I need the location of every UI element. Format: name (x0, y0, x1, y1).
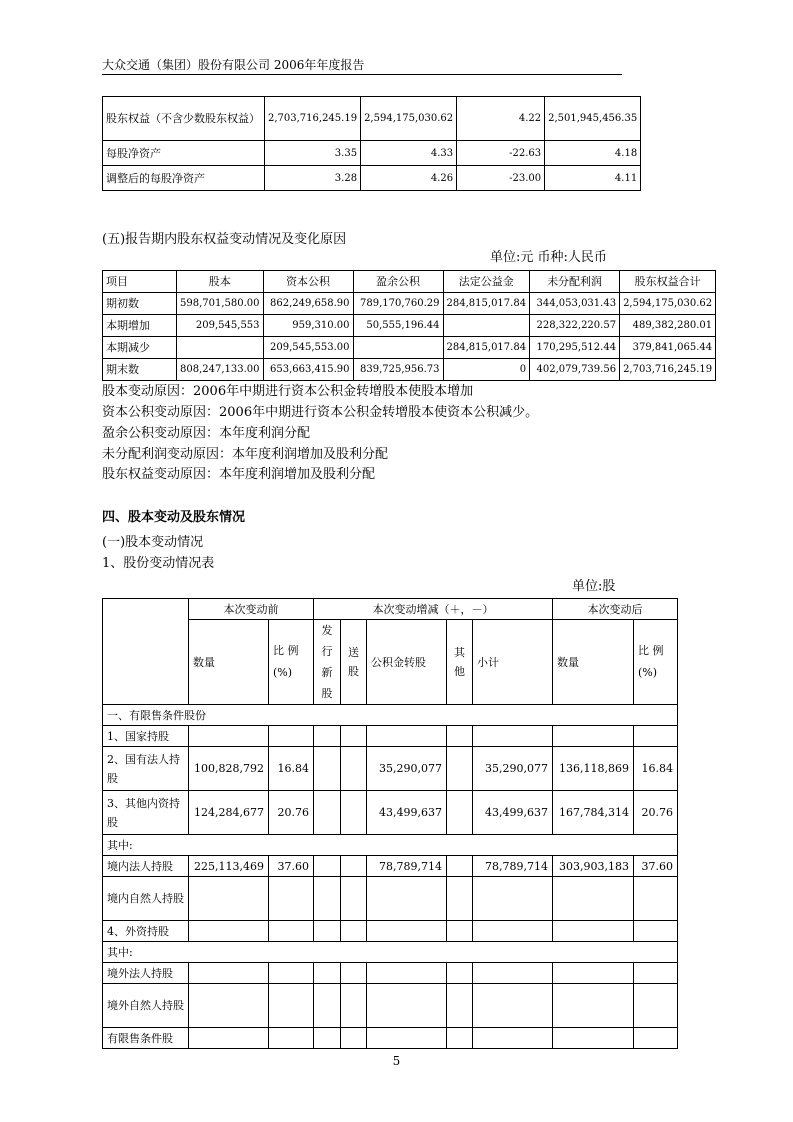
table-row (103, 835, 678, 856)
row-label: 1、国家持股 (103, 726, 189, 747)
cell (314, 1028, 341, 1049)
cell: 43,499,637 (473, 791, 553, 835)
col-header: 数量 (189, 620, 269, 705)
col-header: 股本 (177, 271, 264, 293)
row-label: 调整后的每股净资产 (103, 166, 265, 191)
table-row (103, 877, 678, 921)
cell (269, 921, 314, 942)
cell: 379,841,065.44 (620, 337, 716, 359)
col-header: 比 例 (%) (634, 620, 678, 705)
row-label: 本期减少 (103, 337, 177, 359)
cell: 43,499,637 (367, 791, 447, 835)
table-row (103, 963, 678, 984)
reason-capital-reserve: 资本公积变动原因：2006年中期进行资本公积金转增股本使资本公积减少。 (102, 405, 539, 420)
row-label: 境外法人持股 (103, 963, 189, 984)
group-header-change: 本次变动增减（＋，－） (314, 599, 553, 620)
cell: 35,290,077 (473, 747, 553, 791)
cell (341, 726, 367, 747)
cell (447, 726, 473, 747)
cell: 16.84 (269, 747, 314, 791)
row-label: 期末数 (103, 359, 177, 381)
cell: 35,290,077 (367, 747, 447, 791)
cell (269, 984, 314, 1028)
cell: 4.22 (457, 97, 545, 141)
cell: 78,789,714 (473, 856, 553, 877)
col-header: 项目 (103, 271, 177, 293)
col-header: 数量 (553, 620, 634, 705)
cell (553, 921, 634, 942)
cell: 209,545,553.00 (263, 337, 353, 359)
cell (367, 877, 447, 921)
section4-subtitle: (一)股本变动情况 (102, 535, 204, 550)
cell: 653,663,415.90 (263, 359, 353, 381)
cell (177, 337, 264, 359)
cell (447, 791, 473, 835)
cell: 4.33 (361, 141, 457, 166)
col-header: 盈余公积 (353, 271, 443, 293)
cell (269, 877, 314, 921)
header-divider (102, 74, 622, 75)
row-label: 每股净资产 (103, 141, 265, 166)
cell (341, 963, 367, 984)
cell: 50,555,196.44 (353, 315, 443, 337)
table-row (103, 337, 716, 359)
cell: 402,079,739.56 (530, 359, 620, 381)
cell: 209,545,553 (177, 315, 264, 337)
cell (189, 726, 269, 747)
cell: 0 (443, 359, 530, 381)
cell: 37.60 (634, 856, 678, 877)
cell (189, 921, 269, 942)
cell (269, 726, 314, 747)
cell: 124,284,677 (189, 791, 269, 835)
cell: 344,053,031.43 (530, 293, 620, 315)
col-header: 比 例 (%) (269, 620, 314, 705)
row-label: 4、外资持股 (103, 921, 189, 942)
table-header-row (103, 599, 678, 620)
col-header: 其他 (447, 620, 473, 705)
cell (341, 921, 367, 942)
equity-summary-table (102, 96, 641, 191)
cell (314, 726, 341, 747)
row-label: 一、有限售条件股份 (103, 705, 678, 726)
cell (341, 877, 367, 921)
table-row (103, 791, 678, 835)
col-header: 法定公益金 (443, 271, 530, 293)
cell: 303,903,183 (553, 856, 634, 877)
cell (553, 877, 634, 921)
group-header-after: 本次变动后 (553, 599, 678, 620)
cell: 170,295,512.44 (530, 337, 620, 359)
col-header: 发行新股 (314, 620, 341, 705)
cell: 808,247,133.00 (177, 359, 264, 381)
cell (553, 963, 634, 984)
cell (367, 921, 447, 942)
share-change-table-title: 1、股份变动情况表 (102, 556, 215, 571)
cell: 2,594,175,030.62 (620, 293, 716, 315)
reason-share-capital: 股本变动原因：2006年中期进行资本公积金转增股本使股本增加 (102, 384, 474, 399)
col-header: 小计 (473, 620, 553, 705)
table-row (103, 1028, 678, 1049)
cell: 2,501,945,456.35 (545, 97, 641, 141)
cell: 284,815,017.84 (443, 337, 530, 359)
row-label: 境外自然人持股 (103, 984, 189, 1028)
cell: 839,725,956.73 (353, 359, 443, 381)
reason-retained-profit: 未分配利润变动原因：本年度利润增加及股利分配 (102, 447, 389, 462)
table-row (103, 705, 678, 726)
cell (553, 1028, 634, 1049)
cell: 4.11 (545, 166, 641, 191)
cell: 136,118,869 (553, 747, 634, 791)
cell: 284,815,017.84 (443, 293, 530, 315)
row-label: 境内自然人持股 (103, 877, 189, 921)
row-label: 股东权益（不含少数股东权益） (103, 97, 265, 141)
cell: 2,703,716,245.19 (620, 359, 716, 381)
cell (473, 726, 553, 747)
cell (634, 984, 678, 1028)
cell (473, 984, 553, 1028)
cell (314, 963, 341, 984)
cell (189, 984, 269, 1028)
cell: 789,170,760.29 (353, 293, 443, 315)
cell (447, 747, 473, 791)
col-header: 公积金转股 (367, 620, 447, 705)
cell (269, 963, 314, 984)
cell (367, 984, 447, 1028)
cell (634, 877, 678, 921)
section5-title: (五)报告期内股东权益变动情况及变化原因 (102, 232, 347, 247)
cell: 3.35 (265, 141, 361, 166)
row-label: 境内法人持股 (103, 856, 189, 877)
row-label: 本期增加 (103, 315, 177, 337)
group-header-before: 本次变动前 (189, 599, 314, 620)
cell (367, 1028, 447, 1049)
share-change-body (103, 705, 678, 1049)
cell: 862,249,658.90 (263, 293, 353, 315)
row-label: 其中: (103, 835, 678, 856)
report-header: 大众交通（集团）股份有限公司 2006年年度报告 (102, 58, 365, 72)
cell (189, 877, 269, 921)
table-header-row (103, 271, 716, 293)
cell (353, 337, 443, 359)
cell: 3.28 (265, 166, 361, 191)
cell (553, 984, 634, 1028)
equity-change-table (102, 270, 716, 381)
col-header: 送股 (341, 620, 367, 705)
cell (314, 984, 341, 1028)
col-header: 未分配利润 (530, 271, 620, 293)
row-label: 有限售条件股 (103, 1028, 189, 1049)
cell (314, 877, 341, 921)
row-label: 期初数 (103, 293, 177, 315)
row-label: 2、国有法人持股 (103, 747, 189, 791)
cell (634, 921, 678, 942)
cell: 20.76 (269, 791, 314, 835)
cell (341, 747, 367, 791)
cell: 100,828,792 (189, 747, 269, 791)
share-unit: 单位:股 (572, 579, 616, 594)
cell (447, 1028, 473, 1049)
cell (314, 747, 341, 791)
table-row (103, 856, 678, 877)
cell: 228,322,220.57 (530, 315, 620, 337)
table-row (103, 984, 678, 1028)
corner-cell (103, 599, 189, 705)
table-header-row (103, 620, 678, 705)
cell: 598,701,580.00 (177, 293, 264, 315)
table-row (103, 921, 678, 942)
cell: 4.26 (361, 166, 457, 191)
table-row (103, 747, 678, 791)
cell (447, 963, 473, 984)
cell (473, 921, 553, 942)
table-row (103, 97, 641, 141)
cell: 20.76 (634, 791, 678, 835)
cell (269, 1028, 314, 1049)
table-row (103, 359, 716, 381)
cell (341, 1028, 367, 1049)
cell (634, 726, 678, 747)
cell (443, 315, 530, 337)
cell (447, 921, 473, 942)
cell (447, 984, 473, 1028)
share-change-table (102, 598, 678, 1049)
cell: -23.00 (457, 166, 545, 191)
reason-surplus-reserve: 盈余公积变动原因：本年度利润分配 (102, 426, 311, 441)
cell: 2,594,175,030.62 (361, 97, 457, 141)
cell: 37.60 (269, 856, 314, 877)
cell (473, 877, 553, 921)
table-row (103, 726, 678, 747)
cell: 959,310.00 (263, 315, 353, 337)
cell (447, 877, 473, 921)
cell (189, 963, 269, 984)
cell (473, 963, 553, 984)
cell (314, 791, 341, 835)
row-label: 3、其他内资持股 (103, 791, 189, 835)
cell: 489,382,280.01 (620, 315, 716, 337)
cell (447, 856, 473, 877)
cell (314, 921, 341, 942)
cell (634, 963, 678, 984)
table-row (103, 141, 641, 166)
cell (341, 856, 367, 877)
table-row (103, 942, 678, 963)
cell (341, 984, 367, 1028)
cell (367, 963, 447, 984)
page-number: 5 (392, 1054, 401, 1068)
cell: 16.84 (634, 747, 678, 791)
table-row (103, 166, 641, 191)
section5-unit: 单位:元 币种:人民币 (490, 250, 607, 265)
cell (341, 791, 367, 835)
table-row (103, 315, 716, 337)
cell: 2,703,716,245.19 (265, 97, 361, 141)
cell: 167,784,314 (553, 791, 634, 835)
reason-equity: 股东权益变动原因：本年度利润增加及股利分配 (102, 467, 376, 482)
cell (553, 726, 634, 747)
section4-title: 四、股本变动及股东情况 (102, 510, 246, 525)
col-header: 股东权益合计 (620, 271, 716, 293)
cell: 225,113,469 (189, 856, 269, 877)
cell (189, 1028, 269, 1049)
cell: 78,789,714 (367, 856, 447, 877)
col-header: 资本公积 (263, 271, 353, 293)
cell: -22.63 (457, 141, 545, 166)
cell (634, 1028, 678, 1049)
row-label: 其中: (103, 942, 678, 963)
cell (367, 726, 447, 747)
cell (473, 1028, 553, 1049)
cell: 4.18 (545, 141, 641, 166)
cell (314, 856, 341, 877)
table-row (103, 293, 716, 315)
